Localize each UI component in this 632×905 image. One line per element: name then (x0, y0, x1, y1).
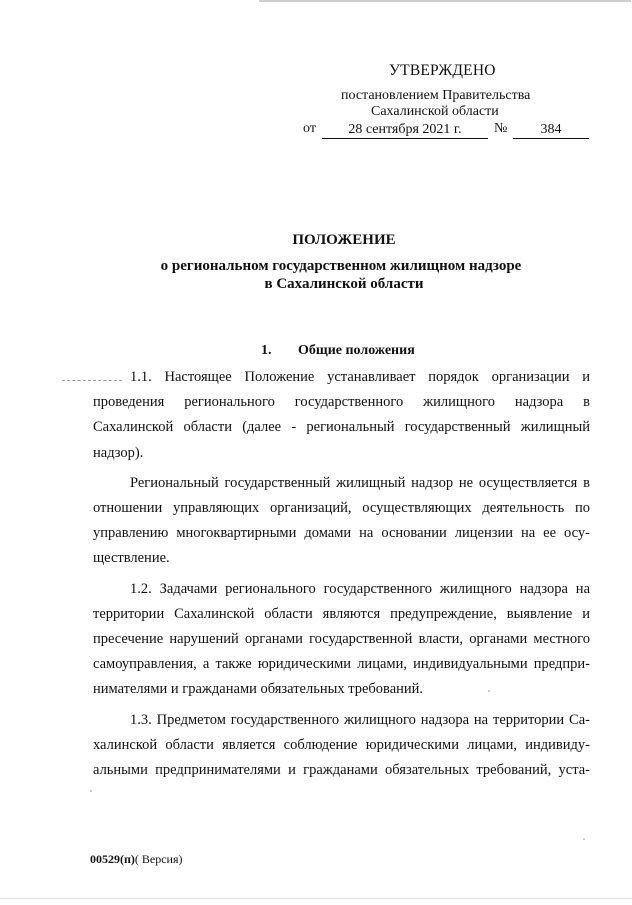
footer-code (90, 852, 183, 867)
paragraph-1-2: 1.2. Задачами регионального государственного жилищного надзора на территории Сахалинской области являются предупреждение, выявление и пресечение нарушений органами государственной власти, органами местного самоуправления, а также юридическими лицами, индивидуальными предпринимателями и гражданами обязательных требований. (93, 580, 590, 698)
paragraph-1-3: 1.3. Предметом государственного жилищного надзора на территории Сахалинской области является соблюдение юридическими лицами, индивидуальными предпринимателями и гражданами обязательных требований, уста- (93, 711, 590, 779)
scan-edge-bottom (0, 898, 632, 899)
document-body (93, 365, 590, 783)
paragraph-1-1: 1.1. Настоящее Положение устанавливает порядок организации и проведения регионального государственного жилищного надзора в Сахалинской области (далее - региональный государственный жилищный надзор). (93, 369, 590, 461)
approval-number: 384 (513, 121, 589, 139)
document-subtitle-line2: в Сахалинской области (264, 276, 424, 292)
section-number: 1. (261, 343, 272, 358)
approval-region: Сахалинской области (371, 104, 499, 119)
document-title: ПОЛОЖЕНИЕ (292, 232, 396, 248)
approval-title: УТВЕРЖДЕНО (389, 62, 496, 79)
approval-date: 28 сентября 2021 г. (322, 121, 488, 139)
document-subtitle-line1: о региональном государственном жилищном надзоре (160, 258, 522, 274)
approval-decree: постановлением Правительства (341, 88, 531, 103)
scan-edge-top (259, 0, 631, 2)
approval-from-label: от (303, 121, 316, 136)
section-title: Общие положения (298, 343, 415, 358)
footer-code-number: 00529(п) (90, 852, 135, 866)
approval-number-label: № (494, 121, 508, 136)
scan-speck (90, 790, 92, 792)
scan-speck (583, 838, 585, 840)
paragraph-exclusion: Региональный государственный жилищный надзор не осуществляется в отношении управляющих организаций, осуществляющих деятельность по управлению многоквартирными домами на основании лицензии на ее осуществление. (93, 474, 590, 567)
footer-version: ( Версия) (134, 852, 183, 866)
